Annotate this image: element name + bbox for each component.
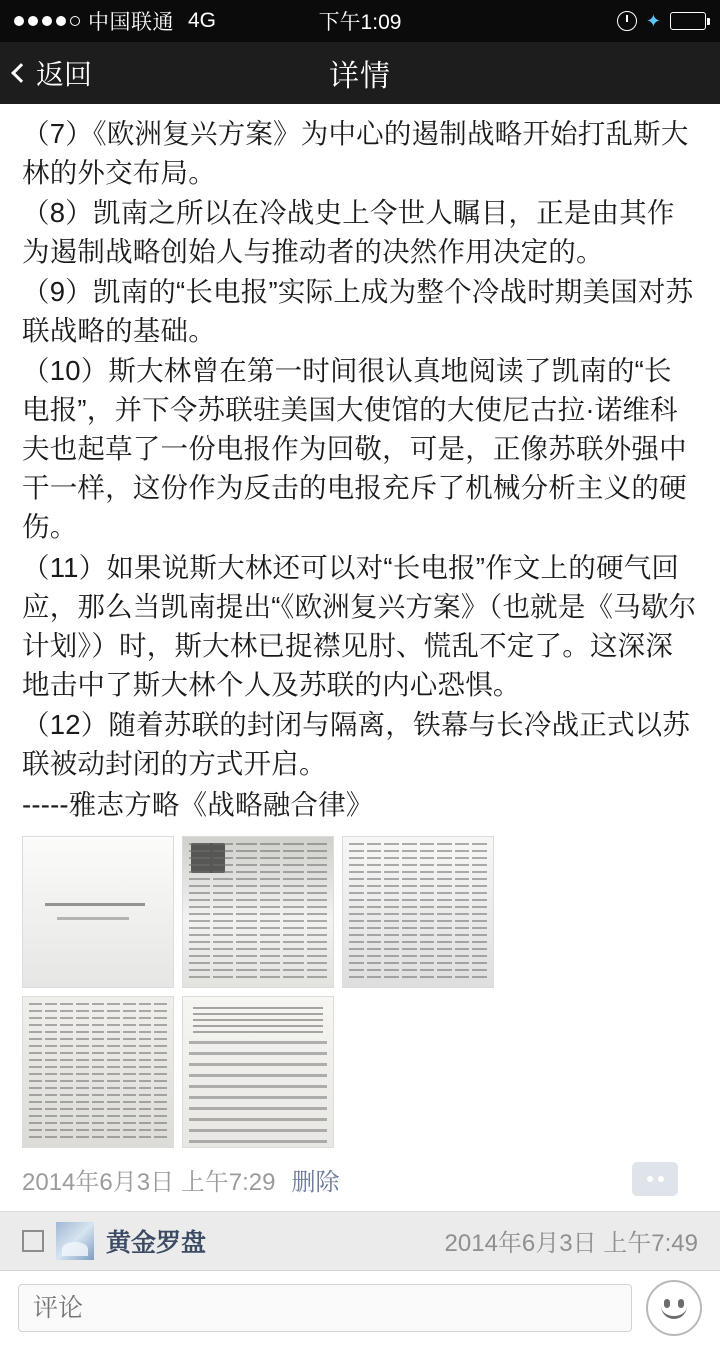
- comment-bar: [0, 1270, 720, 1346]
- post-image-thumbnail[interactable]: [22, 996, 174, 1148]
- post-meta-row: [22, 1162, 678, 1197]
- post-paragraph: （12）随着苏联的封闭与隔离，铁幕与长冷战正式以苏联被动封闭的方式开启。: [22, 708, 691, 779]
- post-paragraph: （9）凯南的“长电报”实际上成为整个冷战时期美国对苏联战略的基础。: [22, 276, 694, 347]
- post-signature: -----雅志方略《战略融合律》: [22, 788, 374, 820]
- post-image-thumbnail[interactable]: [182, 836, 334, 988]
- post-paragraph: （11）如果说斯大林还可以对“长电报”作文上的硬气回应，那么当凯南提出“《欧洲复兴方案》（也就是《马歇尔计划》）时，斯大林已捉襟见肘、慌乱不定了。这深深地击中了斯大林个人及苏联的内心恐惧。: [22, 551, 697, 700]
- status-bar-clock: 下午1:09: [318, 11, 402, 34]
- comment-author-name: 黄金罗盘: [106, 1228, 207, 1257]
- lock-rotation-icon: [617, 11, 637, 31]
- bluetooth-icon: ✦: [645, 11, 661, 31]
- carrier-label: 中国联通: [88, 11, 174, 34]
- signal-strength-icon: [14, 16, 80, 26]
- post-paragraph: （8）凯南之所以在冷战史上令世人瞩目，正是由其作为遏制战略创始人与推动者的决然作用决定的。: [22, 197, 675, 268]
- post-image-thumbnail[interactable]: [342, 836, 494, 988]
- comment-list-item[interactable]: [0, 1212, 720, 1270]
- delete-button[interactable]: 删除: [291, 1168, 340, 1196]
- more-dots-icon[interactable]: [632, 1162, 678, 1196]
- post-paragraph: （10）斯大林曾在第一时间很认真地阅读了凯南的“长电报”，并下令苏联驻美国大使馆的大使尼古拉·诺维科夫也起草了一份电报作为回敬，可是，正像苏联外强中干一样，这份作为反击的电报充斥了机械分析主义的硬伤。: [22, 355, 687, 543]
- detail-content: [0, 104, 720, 1270]
- post-image-thumbnail[interactable]: [22, 836, 174, 988]
- status-bar-right: [617, 11, 706, 31]
- back-button-label: 返回: [36, 59, 93, 90]
- page-title: 详情: [329, 60, 391, 93]
- post-timestamp: 2014年6月3日 上午7:29: [22, 1168, 276, 1196]
- nav-bar: [0, 42, 720, 104]
- post-image-grid: [22, 836, 494, 1148]
- post-paragraph: （7）《欧洲复兴方案》为中心的遏制战略开始打乱斯大林的外交布局。: [22, 118, 689, 189]
- status-bar-left: [14, 6, 216, 36]
- smiley-face-icon[interactable]: [646, 1280, 702, 1336]
- post-text: [0, 104, 720, 824]
- status-bar: [0, 0, 720, 42]
- post-image-thumbnail[interactable]: [182, 996, 334, 1148]
- avatar: [56, 1222, 94, 1260]
- battery-icon: [670, 12, 706, 30]
- network-type-label: 4G: [188, 9, 217, 32]
- checkbox-icon[interactable]: [22, 1230, 44, 1252]
- comment-timestamp: 2014年6月3日 上午7:49: [444, 1230, 698, 1258]
- comment-input[interactable]: [18, 1284, 632, 1332]
